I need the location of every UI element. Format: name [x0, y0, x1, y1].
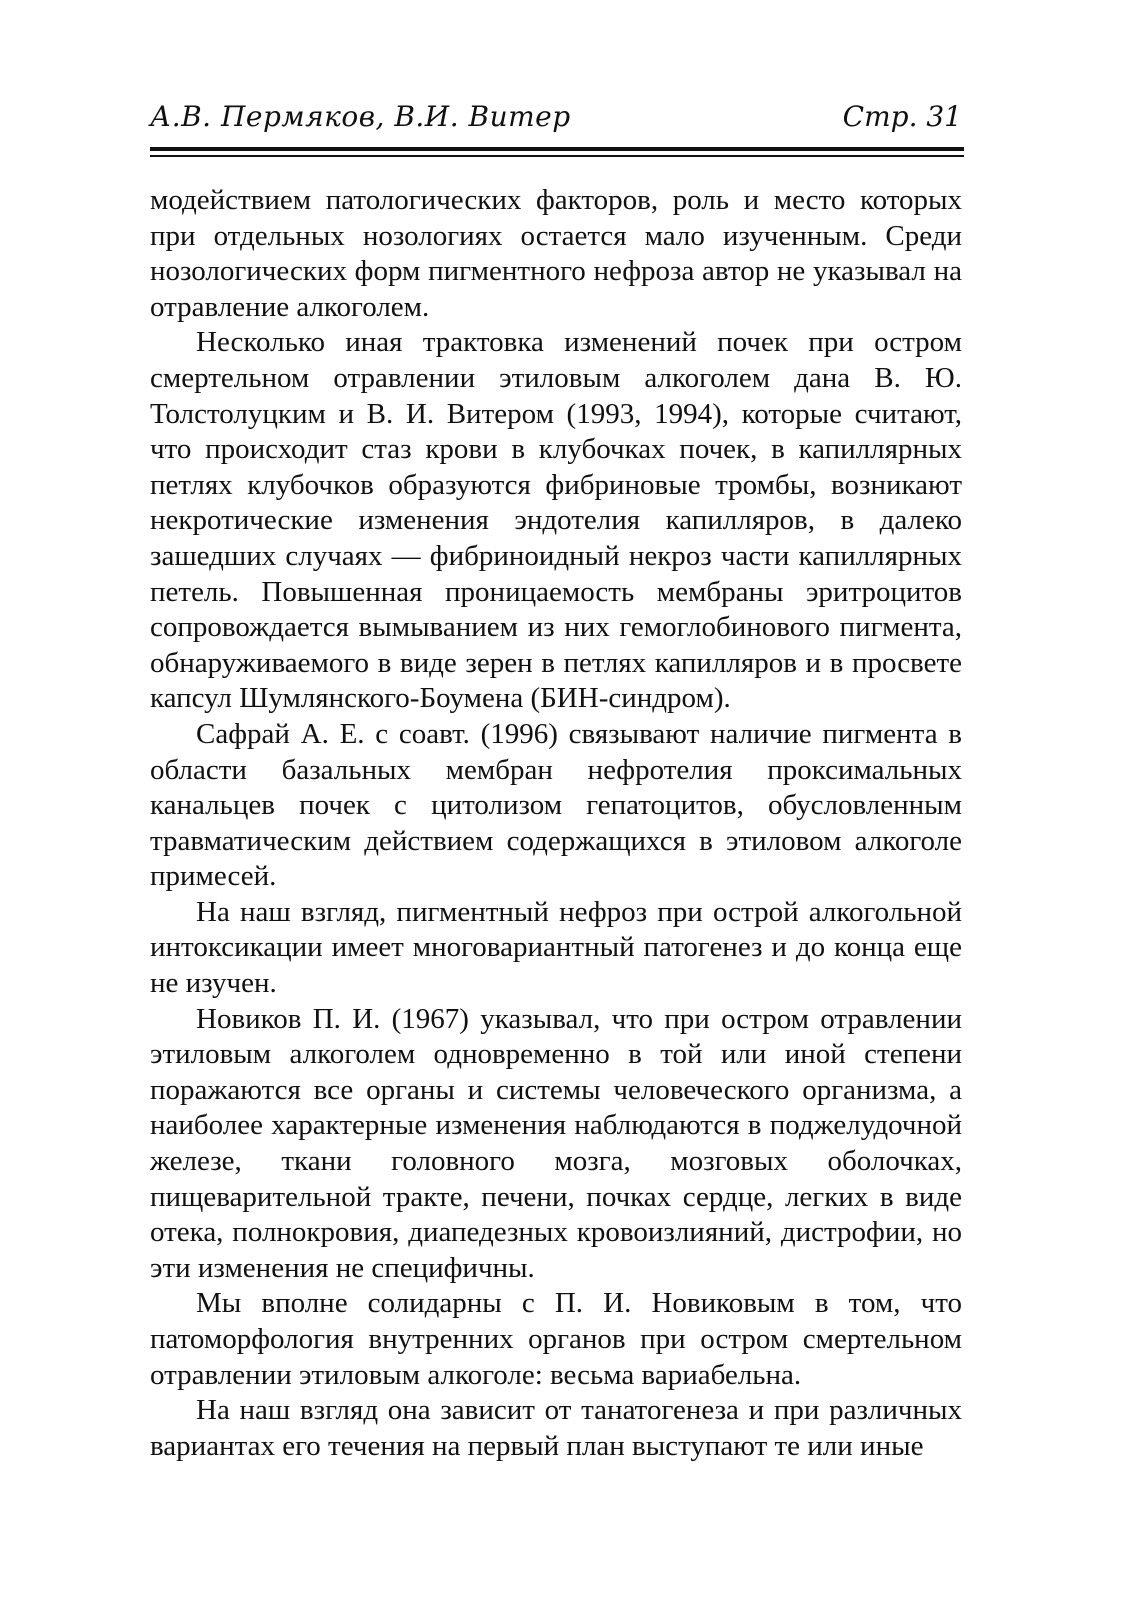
- running-header: [150, 98, 964, 144]
- paragraph-5: Новиков П. И. (1967) указывал, что при остром отравлении этиловым алкоголем одновременно в той или иной степени поражаются все органы и системы человеческого организма, а наиболее характерные изменения наблюдаются в поджелудочной железе, ткани головного мозга, мозговых оболочках, пищеварительной тракте, печени, почках сердце, легких в виде отека, полнокровия, диапедезных кровоизлияний, дистрофии, но эти изменения не специфичны.: [150, 1002, 962, 1284]
- header-authors: А.В. Пермяков, В.И. Витер: [150, 100, 571, 133]
- body-text: [150, 183, 962, 1464]
- paragraph-1: модействием патологических факторов, роль и место которых при отдельных нозологиях остается мало изученным. Среди нозологических форм пигментного нефроза автор не указывал на отравление алкоголем.: [150, 184, 962, 323]
- paragraph-4: На наш взгляд, пигментный нефроз при острой алкогольной интоксикации имеет многовариантный патогенез и до конца еще не изучен.: [150, 895, 962, 1000]
- paragraph-6: Мы вполне солидарны с П. И. Новиковым в том, что патоморфология внутренних органов при остром смертельном отравлении этиловым алкоголе: весьма вариабельна.: [150, 1287, 962, 1391]
- header-rule-thin: [150, 155, 964, 157]
- header-rule-thick: [150, 147, 964, 151]
- paragraph-2: Несколько иная трактовка изменений почек при остром смертельном отравлении этиловым алкоголем дана В. Ю. Толстолуцким и В. И. Витером (1993, 1994), которые считают, что происходит стаз крови в клубочках почек, в капиллярных петлях клубочков образуются фибриновые тромбы, возникают некротические изменения эндотелия капилляров, в далеко зашедших случаях — фибриноидный некроз части капиллярных петель. Повышенная проницаемость мембраны эритроцитов сопровождается вымыванием из них гемоглобинового пигмента, обнаруживаемого в виде зерен в петлях капилляров и в просвете капсул Шумлянского-Боумена (БИН-синдром).: [150, 326, 962, 715]
- paragraph-7: На наш взгляд она зависит от танатогенеза и при различных вариантах его течения на первый план выступают те или иные: [150, 1394, 962, 1462]
- paragraph-3: Сафрай А. Е. с соавт. (1996) связывают наличие пигмента в области базальных мембран нефротелия проксимальных канальцев почек с цитолизом гепатоцитов, обусловленным травматическим действием содержащихся в этиловом алкоголе примесей.: [150, 717, 962, 893]
- header-page-number: Стр. 31: [842, 100, 962, 133]
